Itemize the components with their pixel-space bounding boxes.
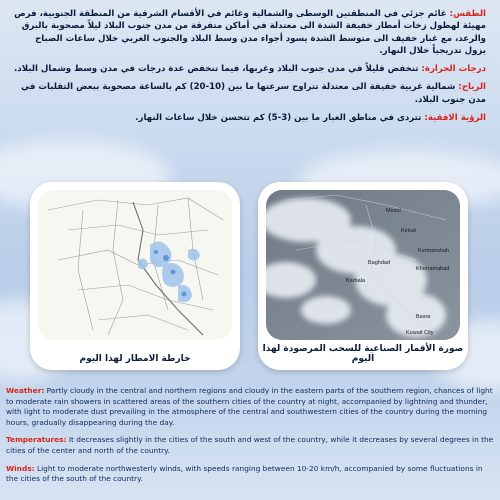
arabic-winds-label: الرياح: <box>458 82 486 93</box>
arabic-winds-text: شمالية غربية خفيفة الى معتدلة تتراوح سرعتها ما بين (10-20) كم بالساعة مصحوبة ببعض التقلبات في مدن جنوب البلاد. <box>21 82 486 105</box>
english-weather-paragraph <box>6 386 494 428</box>
english-temperature-paragraph <box>6 435 494 456</box>
arabic-temperature-label: درجات الحرارة: <box>421 64 486 75</box>
english-weather-label: Weather: <box>6 386 45 395</box>
label-mosul: Mosul <box>386 208 401 214</box>
satellite-map-card <box>258 182 468 370</box>
satellite-map-graphic <box>266 190 460 340</box>
english-winds-text: Light to moderate northwesterly winds, with speeds ranging between 10-20 km/h, accompanied by some fluctuations in the cities of the south of the country. <box>6 463 483 484</box>
satellite-map <box>266 190 460 340</box>
arabic-temperature-text: تنخفض قليلاً في مدن جنوب البلاد وغربها، فيما تنخفض عدة درجات في مدن وسط وشمال البلاد. <box>14 64 419 75</box>
arabic-temperature-paragraph <box>14 63 486 75</box>
label-basra: Basra <box>416 314 431 320</box>
arabic-visibility-text: تتردى في مناطق الغبار ما بين (3-5) كم تتحسن خلال ساعات النهار. <box>135 113 422 124</box>
rain-map-graphic <box>38 190 232 340</box>
english-temperature-text: It decreases slightly in the cities of the south and west of the country, while it decreases by several degrees in the cities of the center and north of the country. <box>6 435 494 455</box>
english-winds-label: Winds: <box>6 463 35 473</box>
rain-map-caption: خارطة الامطار لهذا اليوم <box>79 354 191 364</box>
arabic-visibility-paragraph <box>14 112 486 124</box>
arabic-sky-paragraph <box>14 8 486 57</box>
english-forecast <box>6 386 494 492</box>
english-weather-text: Partly cloudy in the central and northern regions and cloudy in the eastern parts of the southern region, chances of light to moderate rain showers in scattered areas of the southern cities of the country at night, accompanied by lightning and thunder, with light to moderate dust prevailing in the atmosphere of the central and southwestern cities of the country during the morning hours, gradually disappearing during the day. <box>6 386 493 427</box>
label-kuwait: Kuwait City <box>406 330 434 336</box>
english-winds-paragraph <box>6 464 494 485</box>
rain-map <box>38 190 232 340</box>
label-kirkuk: Kirkuk <box>401 228 417 234</box>
label-baghdad: Baghdad <box>368 260 391 266</box>
arabic-winds-paragraph <box>14 81 486 106</box>
rain-map-card <box>30 182 240 370</box>
english-temperature-label: Temperatures: <box>6 435 67 445</box>
arabic-forecast <box>14 8 486 130</box>
label-karbala: Karbala <box>346 278 365 284</box>
arabic-sky-label: الطقس: <box>449 9 486 19</box>
satellite-map-caption: صورة الأقمار الصناعية للسحب المرصودة لهذا اليوم <box>262 344 464 364</box>
label-khorramabad: Khorramabad <box>416 266 450 272</box>
arabic-visibility-label: الرؤية الافقية: <box>424 113 486 124</box>
label-kermanshah: Kermanshah <box>418 248 450 254</box>
arabic-sky-text: غائم جزئي في المنطقتين الوسطى والشمالية وغائم في الأقسام الشرقية من المنطقة الجنوبية، فرص مهيئة لهطول زخات أمطار خفيفة الشدة الى معتدلة في أماكن متفرقة من مدن جنوب البلاد ليلاً مصحوبة بالبرق والرعد، مع غبار خفيف الى متوسط الشدة يسود أجواء مدن وسط البلاد والجنوب الغربي خلال ساعات الصباح يزول تدريجياً خلال النهار. <box>14 9 486 56</box>
